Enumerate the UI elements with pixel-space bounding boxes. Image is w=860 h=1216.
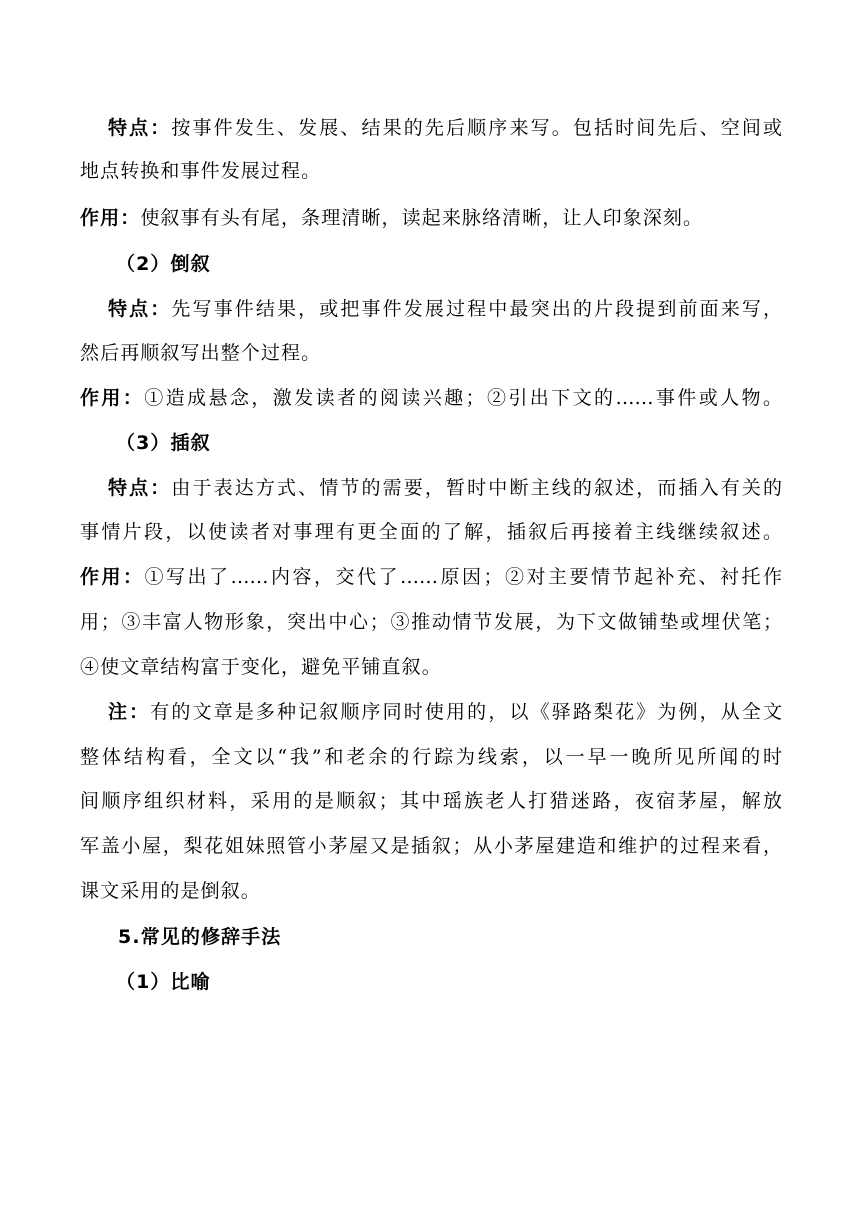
label-note: 注： xyxy=(108,701,151,723)
heading-daoxu: （2）倒叙 xyxy=(116,253,211,275)
label-effect: 作用： xyxy=(80,566,145,588)
paragraph-shunxu-feature-line2: 地点转换和事件发展过程。 xyxy=(80,160,322,182)
text: 使叙事有头有尾，条理清晰，读起来脉络清晰，让人印象深刻。 xyxy=(140,207,704,229)
paragraph-note-line4: 军盖小屋，梨花姐妹照管小茅屋又是插叙；从小茅屋建造和维护的过程来看， xyxy=(80,835,782,857)
label-feature: 特点： xyxy=(108,117,172,139)
text: 按事件发生、发展、结果的先后顺序来写。包括时间先后、空间或 xyxy=(171,117,782,139)
paragraph-note-line3: 间顺序组织材料，采用的是顺叙；其中瑶族老人打猎迷路，夜宿茅屋，解放 xyxy=(80,790,782,812)
label-feature: 特点： xyxy=(108,298,172,320)
label-effect: 作用： xyxy=(80,207,141,229)
text: ①写出了……内容，交代了……原因；②对主要情节起补充、衬托作 xyxy=(144,566,782,588)
label-feature: 特点： xyxy=(108,477,172,499)
paragraph-chaxu-effect-line3: ④使文章结构富于变化，避免平铺直叙。 xyxy=(80,656,442,678)
text: ①造成悬念，激发读者的阅读兴趣；②引出下文的……事件或人物。 xyxy=(144,387,782,409)
paragraph-shunxu-feature-line1 xyxy=(80,113,782,143)
paragraph-chaxu-feature-line2: 事情片段，以使读者对事理有更全面的了解，插叙后再接着主线继续叙述。 xyxy=(80,521,782,543)
paragraph-daoxu-effect xyxy=(80,383,782,413)
paragraph-daoxu-feature-line1 xyxy=(80,294,782,324)
paragraph-chaxu-feature-line1 xyxy=(80,473,782,503)
paragraph-chaxu-effect-line2: 用；③丰富人物形象，突出中心；③推动情节发展，为下文做铺垫或埋伏笔； xyxy=(80,611,782,633)
heading-section-5: 5.常见的修辞手法 xyxy=(118,926,282,948)
label-effect: 作用： xyxy=(80,387,145,409)
paragraph-shunxu-effect xyxy=(80,203,782,233)
paragraph-note-line5: 课文采用的是倒叙。 xyxy=(80,880,261,902)
text: 有的文章是多种记叙顺序同时使用的，以《驿路梨花》为例，从全文 xyxy=(150,701,782,723)
text: 由于表达方式、情节的需要，暂时中断主线的叙述，而插入有关的 xyxy=(171,477,782,499)
paragraph-chaxu-effect-line1 xyxy=(80,562,782,592)
paragraph-note-line1 xyxy=(80,697,782,727)
text: 先写事件结果，或把事件发展过程中最突出的片段提到前面来写， xyxy=(171,298,782,320)
heading-biyu: （1）比喻 xyxy=(116,971,211,993)
paragraph-note-line2: 整体结构看，全文以“我”和老余的行踪为线索，以一早一晚所见所闻的时 xyxy=(80,746,782,768)
paragraph-daoxu-feature-line2: 然后再顺叙写出整个过程。 xyxy=(80,342,322,364)
heading-chaxu: （3）插叙 xyxy=(116,432,211,454)
